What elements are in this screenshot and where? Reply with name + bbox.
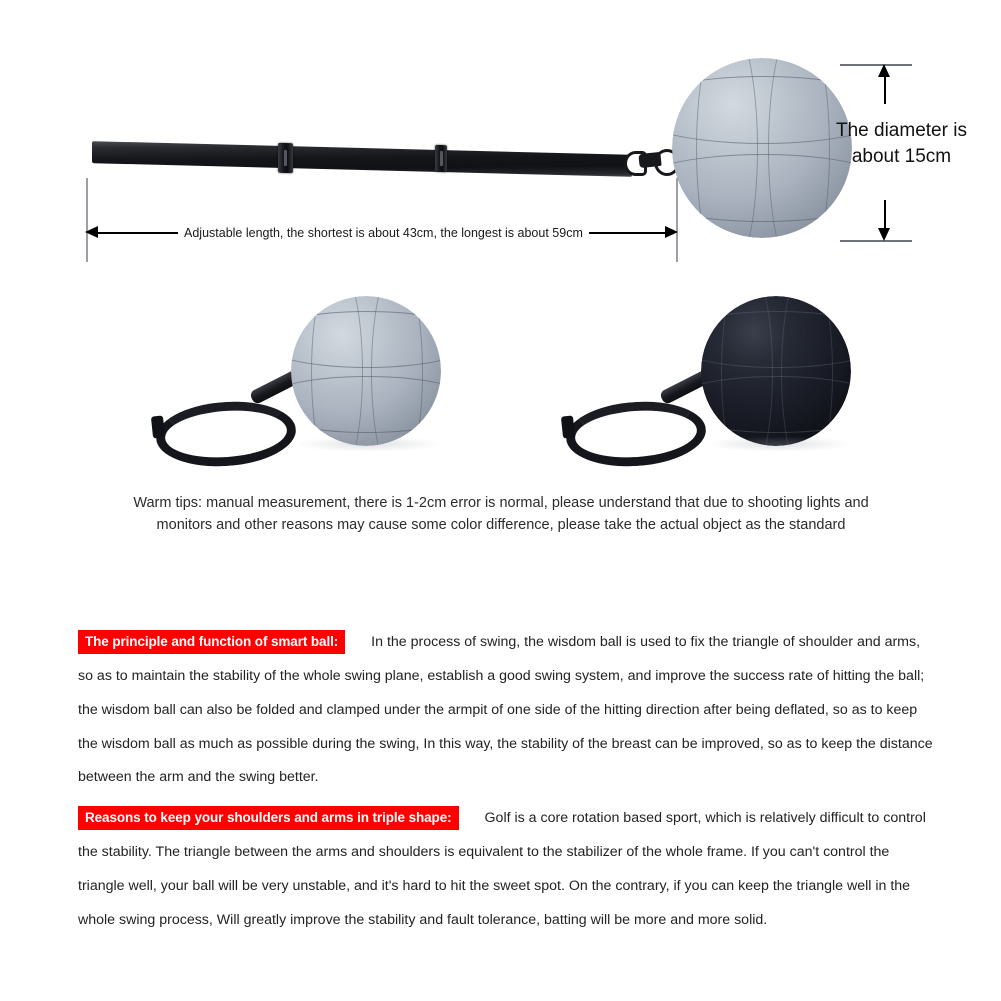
section-2-body: Golf is a core rotation based sport, which is relatively difficult to control the stability. The triangle between the arms and shoulders is equivalent to the stabilizer of the whole frame. If you can't control the triangle well, your ball will be very unstable, and it's hard to hit the sweet spot. On the contrary, if you can keep the triangle well in the whole swing process, Will greatly improve the stability and fault tolerance, batting will be more and more solid.: [78, 810, 926, 928]
section-2-paragraph: [78, 802, 938, 937]
arrow-up-icon: [878, 64, 890, 77]
ball-shadow-black: [706, 436, 852, 452]
diameter-label-line1: The diameter is: [836, 120, 967, 141]
extension-line-right: [676, 178, 678, 262]
extension-line-bottom: [840, 240, 912, 242]
section-1-body: In the process of swing, the wisdom ball is used to fix the triangle of shoulder and arms, so as to maintain the stability of the whole swing plane, establish a good swing system, and improve the success rate of hitting the ball; the wisdom ball can also be folded and clamped under the armpit of one side of the hitting direction after being deflated, so as to keep the wisdom ball as much as possible during the swing, In this way, the stability of the breast can be improved, so as to keep the distance between the arm and the swing better.: [78, 634, 933, 786]
ball-gray-main: [672, 58, 852, 238]
section-1-paragraph: [78, 626, 938, 795]
adjustable-strap-top: [92, 148, 632, 170]
section-1-red-tag: The principle and function of smart ball:: [78, 630, 345, 654]
section-triple-shape: [78, 788, 938, 952]
arrow-right-icon: [665, 226, 678, 238]
arrow-left-icon: [85, 226, 98, 238]
arrow-down-icon: [878, 228, 890, 241]
ball-black-with-strap: [701, 296, 851, 446]
strap-webbing: [92, 141, 632, 177]
warm-tips-line-2: monitors and other reasons may cause some color difference, please take the actual object as the standard: [156, 517, 846, 534]
section-2-red-tag: Reasons to keep your shoulders and arms in triple shape:: [78, 806, 459, 830]
section-principle: [78, 612, 938, 809]
ball-shadow-gray: [296, 436, 442, 452]
warm-tips-line-1: Warm tips: manual measurement, there is 1-2cm error is normal, please understand that due to shooting lights and: [133, 495, 869, 511]
strap-slider-icon: [435, 145, 447, 172]
product-illustration: [0, 0, 1001, 470]
ball-gray-with-strap: [291, 296, 441, 446]
warm-tips-block: [100, 492, 902, 537]
extension-line-top: [840, 64, 912, 66]
length-dimension-label: Adjustable length, the shortest is about 43cm, the longest is about 59cm: [178, 226, 589, 241]
extension-line-left: [86, 178, 88, 262]
diameter-label-line2: about 15cm: [851, 145, 952, 167]
diameter-dimension-label: [836, 118, 967, 169]
strap-buckle-icon: [278, 143, 293, 173]
